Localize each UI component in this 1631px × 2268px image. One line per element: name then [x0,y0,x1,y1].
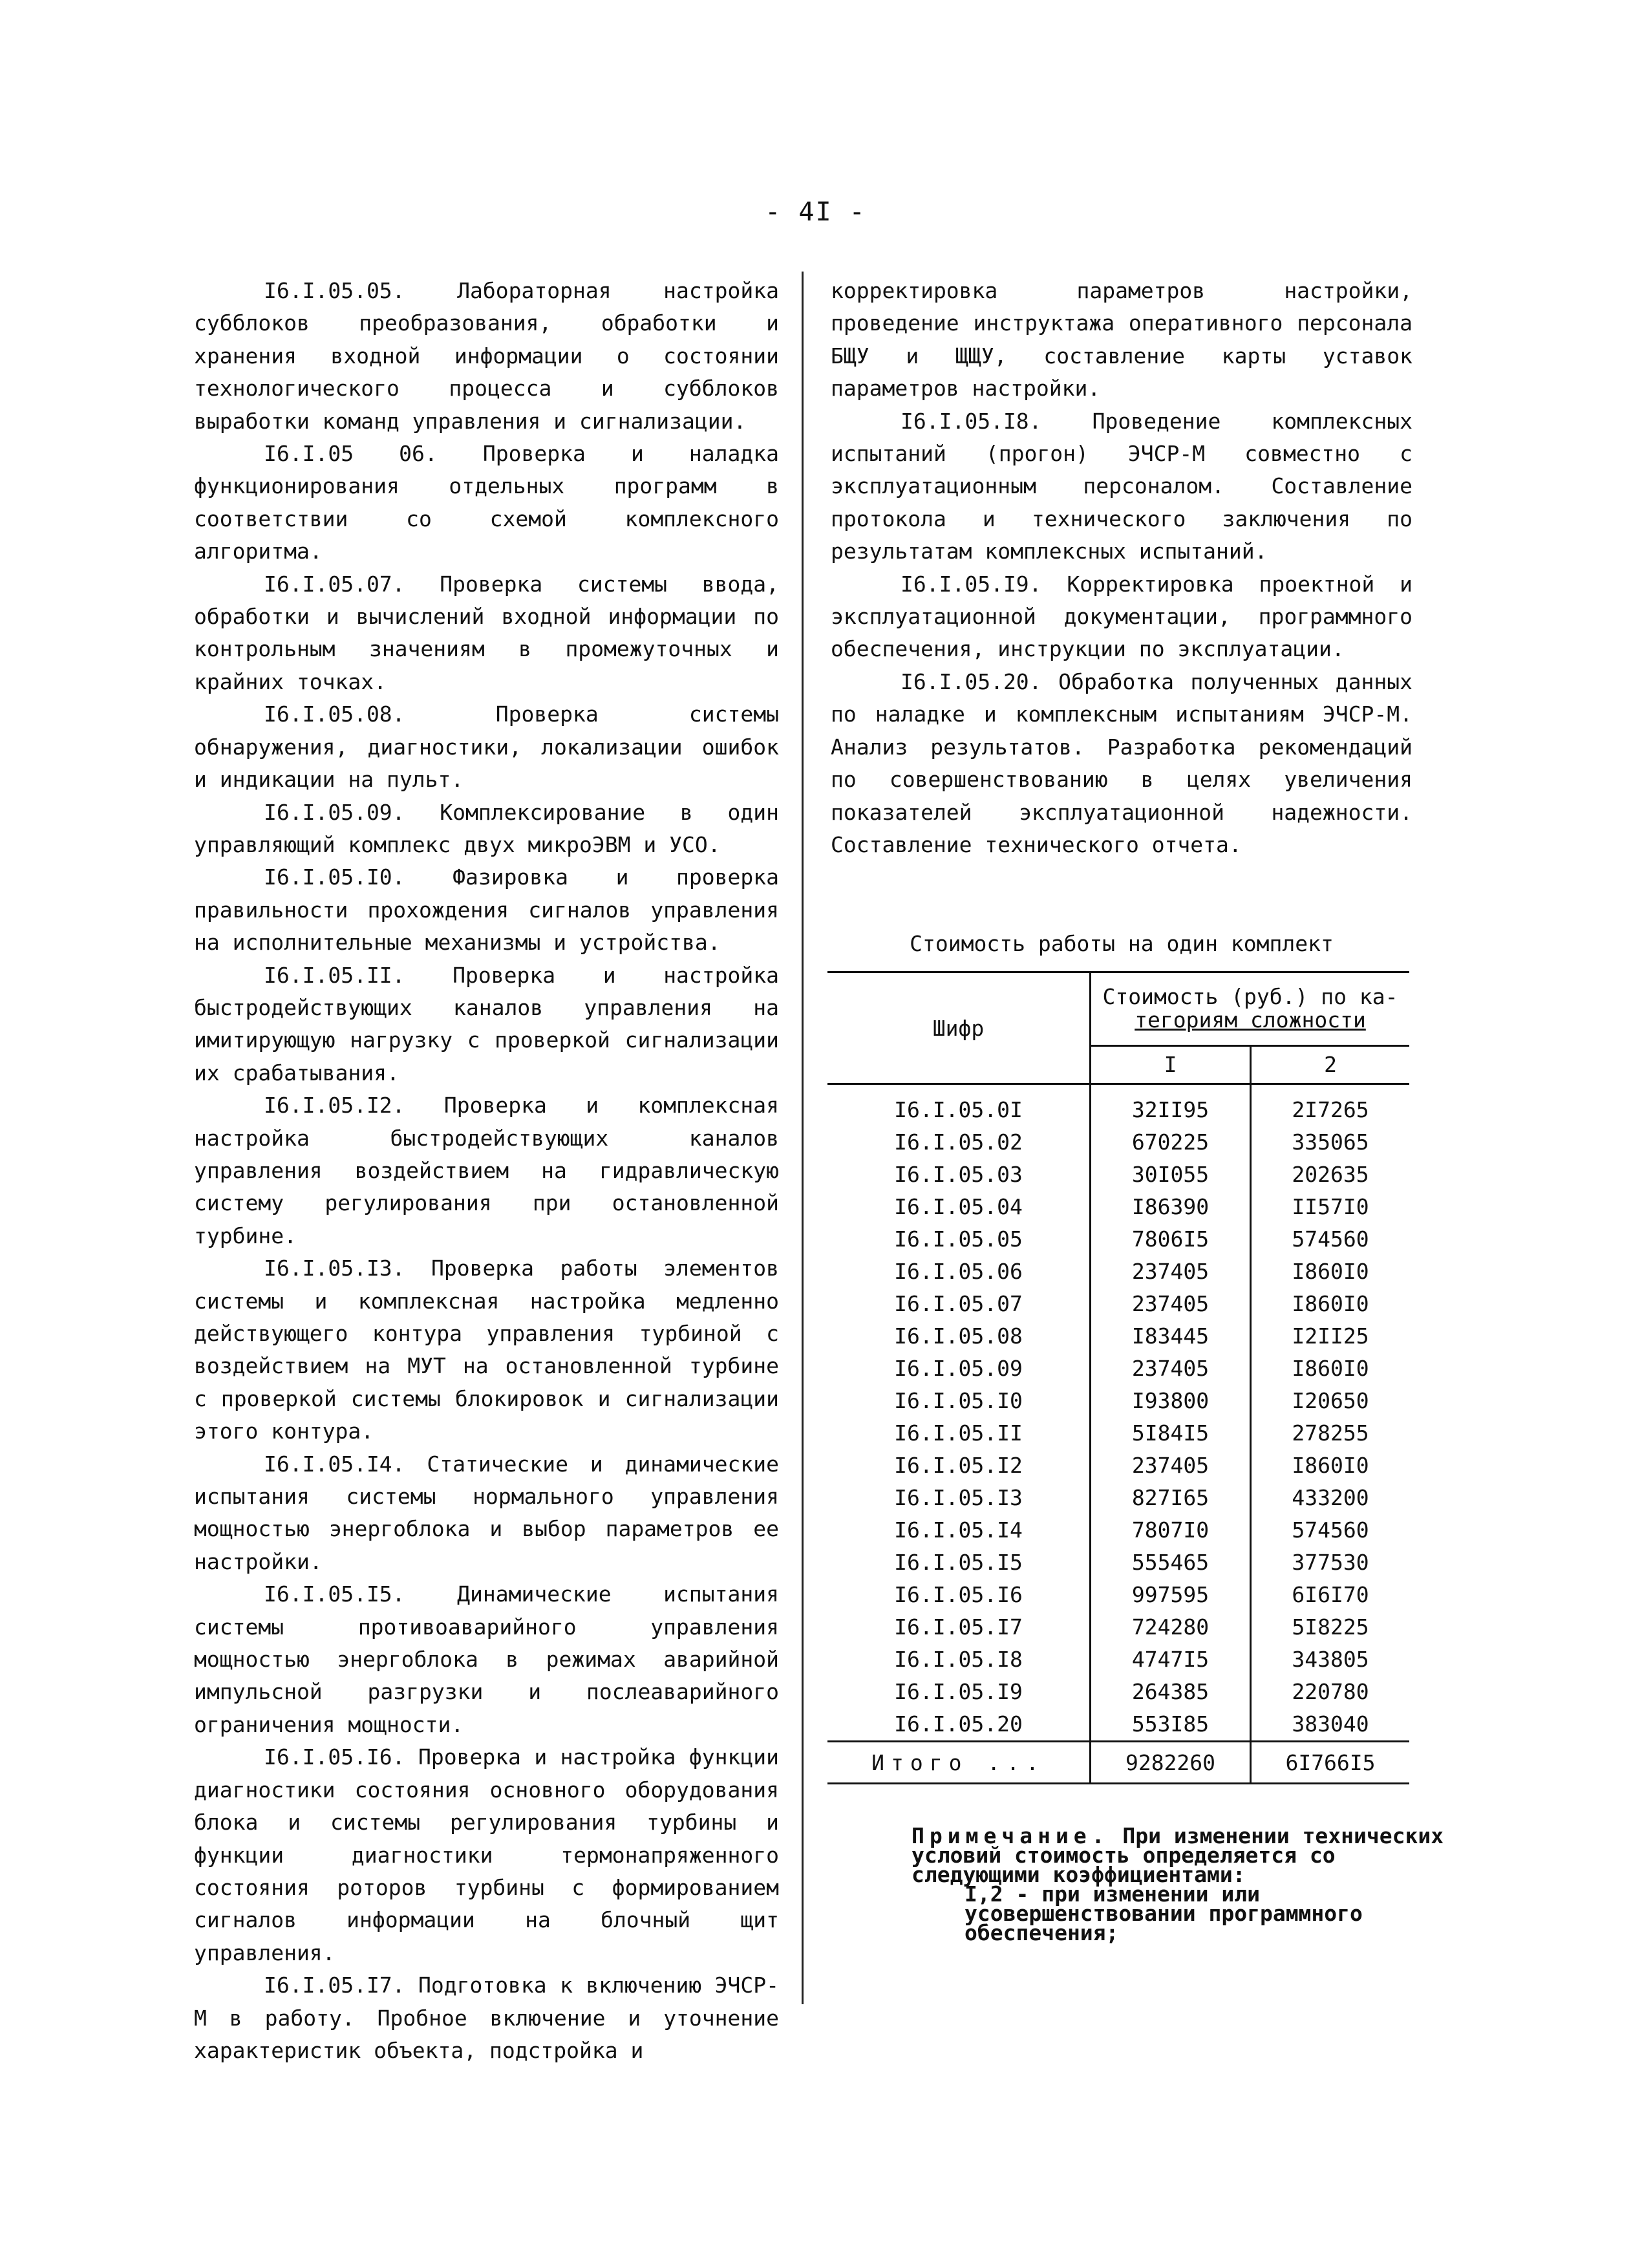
note-text: При изменении технических условий стоимость определяется со следующими коэффициентами: [911,1823,1444,1887]
header-category-2: 2 [1251,1045,1410,1084]
paragraph: I6.I.05.II. Проверка и настройка быстродействующих каналов управления на имитирующую нагрузку с проверкой сигнализации их срабатывания. [194,962,779,1086]
cell-category-1: 7807I0 [1091,1514,1251,1546]
cell-cipher: I6.I.05.I6 [827,1579,1091,1611]
table-row [827,1676,1409,1708]
table-row [827,1385,1409,1417]
cell-category-1: 7806I5 [1091,1223,1251,1256]
paragraph: I6.I.05.07. Проверка системы ввода, обработки и вычислений входной информации по контрольным значениям в промежуточных и крайних точках. [194,571,779,694]
header-cost [1091,972,1410,1046]
cell-category-1: 827I65 [1091,1482,1251,1514]
cell-cipher: I6.I.05.20 [827,1708,1091,1742]
table-row [827,1708,1409,1742]
note [911,1823,1448,1945]
paragraph: I6.I.05.08. Проверка системы обнаружения, диагностики, локализации ошибок и индикации на пульт. [194,701,779,793]
cell-category-2: 343805 [1292,1647,1369,1672]
paragraph: I6.I.05.I3. Проверка работы элементов системы и комплексная настройка медленно действующего контура управления турбиной с воздействием на МУТ на остановленной турбине с проверкой системы блокировок и сигнализации этого контура. [194,1256,779,1444]
cell-cipher: I6.I.05.I5 [827,1546,1091,1579]
cell-cipher: I6.I.05.06 [827,1256,1091,1288]
cell-cipher: I6.I.05.09 [827,1353,1091,1385]
cell-category-2: I860I0 [1292,1259,1369,1284]
paragraph: I6.I.05.I8. Проведение комплексных испытаний (прогон) ЭЧСР-М совместно с эксплуатационным персоналом. Составление протокола и технического заключения по результатам комплексных испытаний. [831,408,1412,564]
cell-category-2: 202635 [1292,1162,1369,1187]
total-category-2: 6I766I5 [1251,1742,1410,1784]
header-cost-line2: тегориям сложности [1135,1007,1366,1033]
cell-cipher: I6.I.05.I3 [827,1482,1091,1514]
table-row [827,1084,1409,1127]
table-row [827,1417,1409,1450]
cell-category-1: I83445 [1091,1320,1251,1353]
table-row [827,1126,1409,1159]
cell-cipher: I6.I.05.02 [827,1126,1091,1159]
table-body [827,1084,1409,1742]
table-row [827,1482,1409,1514]
paragraph: I6.I.05 06. Проверка и наладка функционирования отдельных программ в соответствии со схемой комплексного алгоритма. [194,441,779,564]
table-row [827,1191,1409,1223]
table-row [827,1159,1409,1191]
table-row [827,1579,1409,1611]
table-row [827,1223,1409,1256]
table-row [827,1450,1409,1482]
paragraph: I6.I.05.I7. Подготовка к включению ЭЧСР-М в работу. Пробное включение и уточнение характеристик объекта, подстройка и [194,1973,779,2063]
page-number: - 4I - [765,197,866,227]
cell-category-1: 670225 [1091,1126,1251,1159]
note-coefficient: I,2 - при изменении или усовершенствовании программного обеспечения; [965,1881,1363,1945]
cell-category-2: 574560 [1292,1226,1369,1252]
cell-cipher: I6.I.05.08 [827,1320,1091,1353]
cell-cipher: I6.I.05.03 [827,1159,1091,1191]
paragraph: I6.I.05.I9. Корректировка проектной и эксплуатационной документации, программного обеспечения, инструкции по эксплуатации. [831,571,1412,662]
cell-cipher: I6.I.05.0I [827,1084,1091,1127]
cell-category-2: 574560 [1292,1517,1369,1543]
cell-category-1: 237405 [1091,1256,1251,1288]
header-category-1: I [1091,1045,1251,1084]
header-cipher: Шифр [827,972,1091,1084]
left-column-text [194,275,779,2067]
total-row [827,1742,1409,1784]
paragraph: I6.I.05.09. Комплексирование в один управляющий комплекс двух микроЭВМ и УСО. [194,799,779,857]
table-row [827,1514,1409,1546]
table-row [827,1320,1409,1353]
paragraph-continuation: корректировка параметров настройки, проведение инструктажа оперативного персонала БЩУ и ЩЩУ, составление карты уставок параметров настройки. [831,278,1412,401]
cell-category-1: 5I84I5 [1091,1417,1251,1450]
cell-category-2: I2II25 [1292,1323,1369,1349]
paragraph: I6.I.05.05. Лабораторная настройка субблоков преобразования, обработки и хранения входной информации о состоянии технологического процесса и субблоков выработки команд управления и сигнализации. [194,278,779,434]
cell-category-1: 997595 [1091,1579,1251,1611]
table-row [827,1256,1409,1288]
header-cost-line1: Стоимость (руб.) по ка- [1102,984,1398,1010]
cell-category-1: 32II95 [1091,1084,1251,1127]
paragraph: I6.I.05.I2. Проверка и комплексная настройка быстродействующих каналов управления воздействием на гидравлическую систему регулирования при остановленной турбине. [194,1093,779,1248]
paragraph: I6.I.05.I4. Статические и динамические испытания системы нормального управления мощностью энергоблока и выбор параметров ее настройки. [194,1451,779,1574]
paragraph: I6.I.05.I6. Проверка и настройка функции диагностики состояния основного оборудования блока и системы регулирования турбины и функции диагностики термонапряженного состояния роторов турбины с формированием сигналов информации на блочный щит управления. [194,1744,779,1965]
cell-cipher: I6.I.05.I9 [827,1676,1091,1708]
table-row [827,1288,1409,1320]
cell-cipher: I6.I.05.I2 [827,1450,1091,1482]
cell-category-2: 377530 [1292,1550,1369,1575]
cell-category-1: 555465 [1091,1546,1251,1579]
cell-category-2: I860I0 [1292,1291,1369,1316]
cell-cipher: I6.I.05.04 [827,1191,1091,1223]
cost-table [827,971,1409,1784]
cell-category-1: 264385 [1091,1676,1251,1708]
cell-category-2: I20650 [1292,1388,1369,1413]
cell-category-2: 5I8225 [1292,1614,1369,1640]
cell-cipher: I6.I.05.I8 [827,1643,1091,1676]
cell-category-1: I93800 [1091,1385,1251,1417]
cell-category-2: 383040 [1292,1711,1369,1737]
table-row [827,1611,1409,1643]
table-row [827,1546,1409,1579]
cell-category-1: 724280 [1091,1611,1251,1643]
cell-category-2: 433200 [1292,1485,1369,1510]
cell-category-2: 2I7265 [1292,1097,1369,1122]
table-caption: Стоимость работы на один комплект [910,931,1334,956]
cell-category-1: 553I85 [1091,1708,1251,1742]
right-column-text [831,275,1412,861]
cell-category-1: 4747I5 [1091,1643,1251,1676]
cell-cipher: I6.I.05.07 [827,1288,1091,1320]
cell-category-1: I86390 [1091,1191,1251,1223]
cell-category-2: 335065 [1292,1129,1369,1155]
cell-category-2: 278255 [1292,1420,1369,1446]
paragraph: I6.I.05.I0. Фазировка и проверка правильности прохождения сигналов управления на исполнительные механизмы и устройства. [194,864,779,956]
note-heading: Примечание. [911,1823,1110,1848]
total-category-1: 9282260 [1091,1742,1251,1784]
cell-category-1: 30I055 [1091,1159,1251,1191]
total-label: Итого ... [827,1742,1091,1784]
cell-category-1: 237405 [1091,1353,1251,1385]
cell-category-2: II57I0 [1292,1194,1369,1219]
cell-cipher: I6.I.05.05 [827,1223,1091,1256]
cell-category-2: I860I0 [1292,1453,1369,1478]
paragraph: I6.I.05.20. Обработка полученных данных по наладке и комплексным испытаниям ЭЧСР-М. Анализ результатов. Разработка рекомендаций по совершенствованию в целях увеличения показателей эксплуатационной надежности. Составление технического отчета. [831,669,1412,857]
paragraph: I6.I.05.I5. Динамические испытания системы противоаварийного управления мощностью энергоблока в режимах аварийной импульсной разгрузки и послеаварийного ограничения мощности. [194,1581,779,1737]
table-row [827,1353,1409,1385]
cell-category-2: I860I0 [1292,1356,1369,1381]
cell-cipher: I6.I.05.I4 [827,1514,1091,1546]
cell-cipher: I6.I.05.I0 [827,1385,1091,1417]
cell-category-2: 6I6I70 [1292,1582,1369,1607]
cell-cipher: I6.I.05.I7 [827,1611,1091,1643]
cell-category-1: 237405 [1091,1288,1251,1320]
column-divider [802,272,804,2004]
cell-cipher: I6.I.05.II [827,1417,1091,1450]
table-row [827,1643,1409,1676]
cell-category-1: 237405 [1091,1450,1251,1482]
cell-category-2: 220780 [1292,1679,1369,1704]
